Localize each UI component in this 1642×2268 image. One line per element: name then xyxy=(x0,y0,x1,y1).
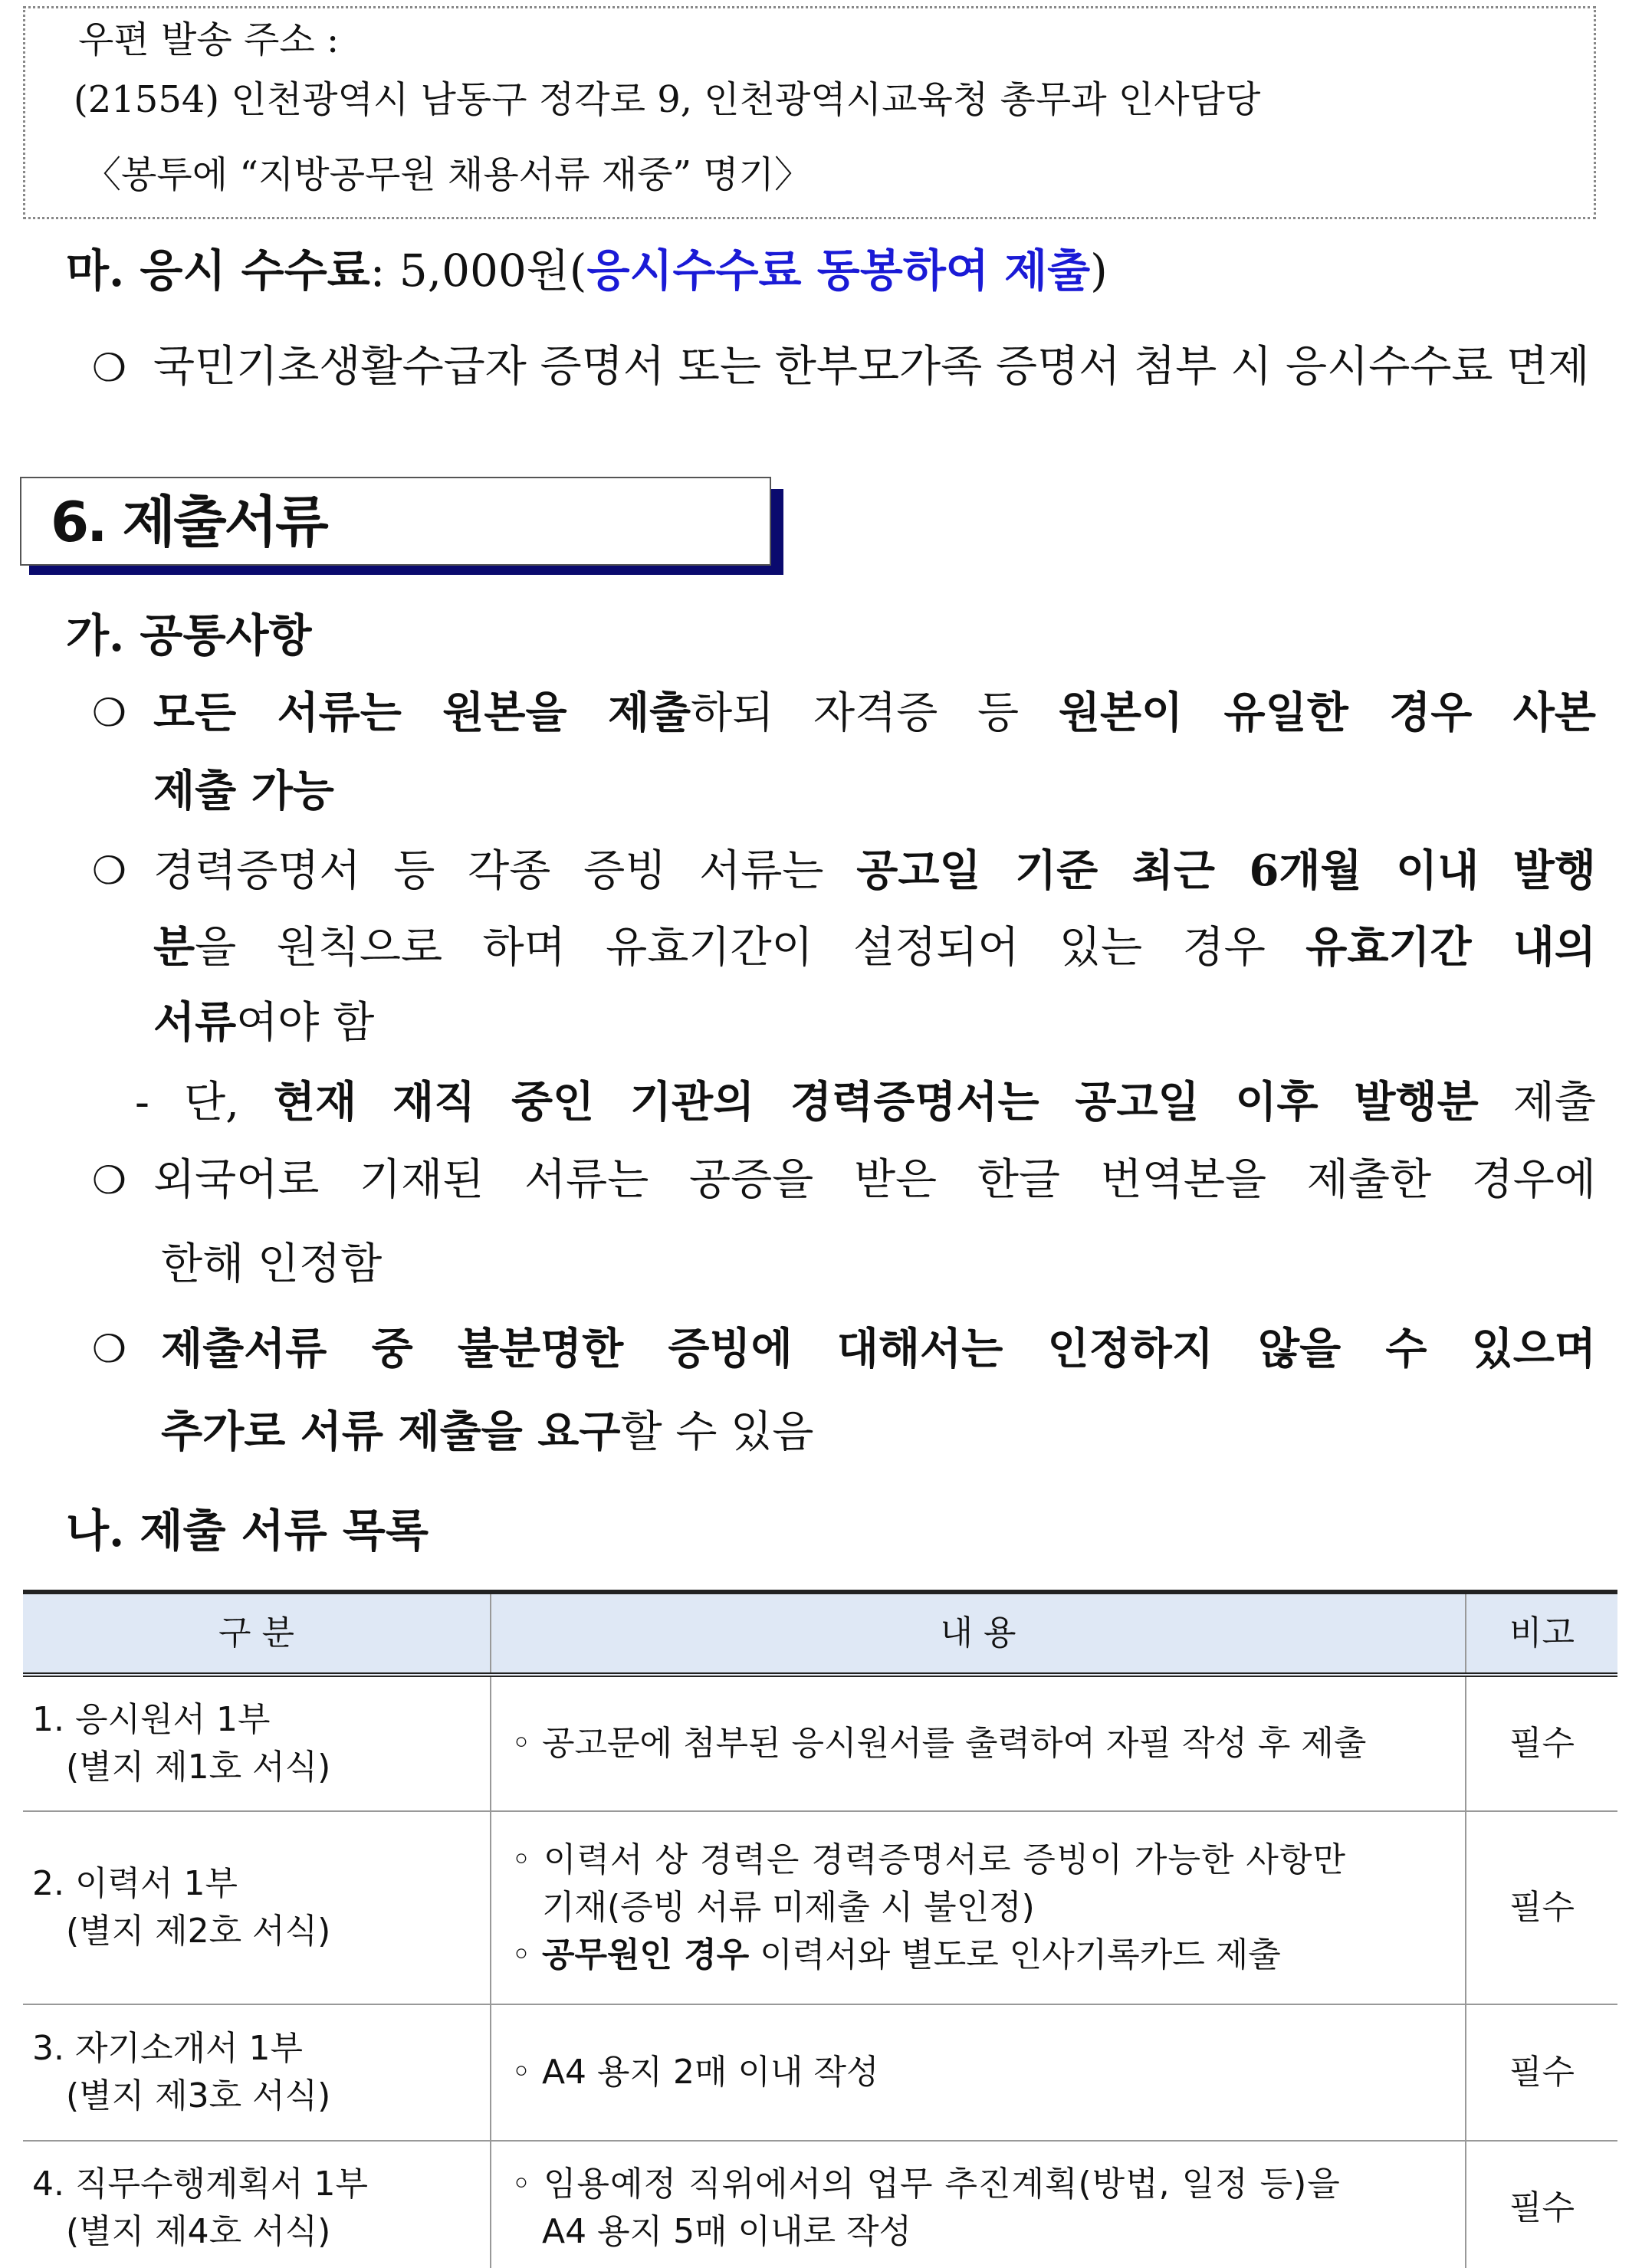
common-item4-bullet: ❍ xyxy=(92,1327,126,1371)
table-header-row xyxy=(23,1592,1617,1675)
common-item2-line3: 서류여야 함 xyxy=(153,997,375,1048)
table-row xyxy=(23,2004,1617,2141)
common-item3-line2: 한해 인정함 xyxy=(161,1239,383,1289)
mail-label: 우편 발송 주소 : xyxy=(78,18,340,61)
row-remark: 필수 xyxy=(1466,1675,1617,1811)
row-content: ◦ 임용예정 직위에서의 업무 추진계획(방법, 일정 등)을 A4 용지 5매 이내로 작성 xyxy=(491,2141,1466,2268)
row-category: 3. 자기소개서 1부 (별지 제3호 서식) xyxy=(23,2004,491,2141)
row-category: 4. 직무수행계획서 1부 (별지 제4호 서식) xyxy=(23,2141,491,2268)
common-item3-bullet: ❍ xyxy=(92,1158,126,1203)
table-row xyxy=(23,2141,1617,2268)
mail-address: (21554) 인천광역시 남동구 정각로 9, 인천광역시교육청 총무과 인사담당 xyxy=(74,78,1261,121)
fee-note-bullet: ❍ xyxy=(92,346,126,390)
fee-exemption-note: 국민기초생활수급자 증명서 또는 한부모가족 증명서 첨부 시 응시수수료 면제 xyxy=(153,342,1590,392)
fee-amount: : 5,000원( xyxy=(369,245,587,297)
common-item2-line2: 분을 원칙으로 하며 유효기간이 설정되어 있는 경우 유효기간 내의 xyxy=(153,922,1596,973)
fee-line xyxy=(66,244,1108,297)
common-item2-bullet: ❍ xyxy=(92,848,126,893)
fee-close: ) xyxy=(1090,245,1108,297)
common-item4-line2: 추가로 서류 제출을 요구할 수 있음 xyxy=(161,1406,814,1457)
row-category: 1. 응시원서 1부 (별지 제1호 서식) xyxy=(23,1675,491,1811)
mail-envelope-note: 〈봉투에 “지방공무원 채용서류 재중” 명기〉 xyxy=(84,153,811,196)
table-row xyxy=(23,1811,1617,2004)
common-item1-line2: 제출 가능 xyxy=(153,766,334,816)
row-remark: 필수 xyxy=(1466,2141,1617,2268)
table-row xyxy=(23,1675,1617,1811)
common-item2-line1: 경력증명서 등 각종 증빙 서류는 공고일 기준 최근 6개월 이내 발행 xyxy=(153,845,1596,896)
row-category: 2. 이력서 1부 (별지 제2호 서식) xyxy=(23,1811,491,2004)
common-heading: 가. 공통사항 xyxy=(66,609,312,661)
fee-label: 마. 응시 수수료 xyxy=(66,245,370,297)
row-remark: 필수 xyxy=(1466,2004,1617,2141)
header-category: 구 분 xyxy=(23,1592,491,1675)
header-remark: 비고 xyxy=(1466,1592,1617,1675)
row-content: ◦ 이력서 상 경력은 경력증명서로 증빙이 가능한 사항만 기재(증빙 서류 미제출 시 불인정) ◦ 공무원인 경우 이력서와 별도로 인사기록카드 제출 xyxy=(491,1811,1466,2004)
row-content: ◦ 공고문에 첨부된 응시원서를 출력하여 자필 작성 후 제출 xyxy=(491,1675,1466,1811)
fee-highlight: 응시수수료 동봉하여 제출 xyxy=(586,245,1091,297)
row-content: ◦ A4 용지 2매 이내 작성 xyxy=(491,2004,1466,2141)
common-item4-line1: 제출서류 중 불분명한 증빙에 대해서는 인정하지 않을 수 있으며 xyxy=(161,1324,1596,1374)
list-heading: 나. 제출 서류 목록 xyxy=(66,1505,429,1557)
common-item3-line1: 외국어로 기재된 서류는 공증을 받은 한글 번역본을 제출한 경우에 xyxy=(153,1155,1596,1205)
row-remark: 필수 xyxy=(1466,1811,1617,2004)
common-item1-bullet: ❍ xyxy=(92,691,126,735)
section-title: 6. 제출서류 xyxy=(51,490,327,554)
header-content: 내 용 xyxy=(491,1592,1466,1675)
common-item2-sub: - 단, 현재 재직 중인 기관의 경력증명서는 공고일 이후 발행분 제출 xyxy=(135,1077,1597,1127)
document-list-table xyxy=(23,1590,1617,2268)
common-item1-line1: 모든 서류는 원본을 제출하되 자격증 등 원본이 유일한 경우 사본 xyxy=(153,688,1596,738)
